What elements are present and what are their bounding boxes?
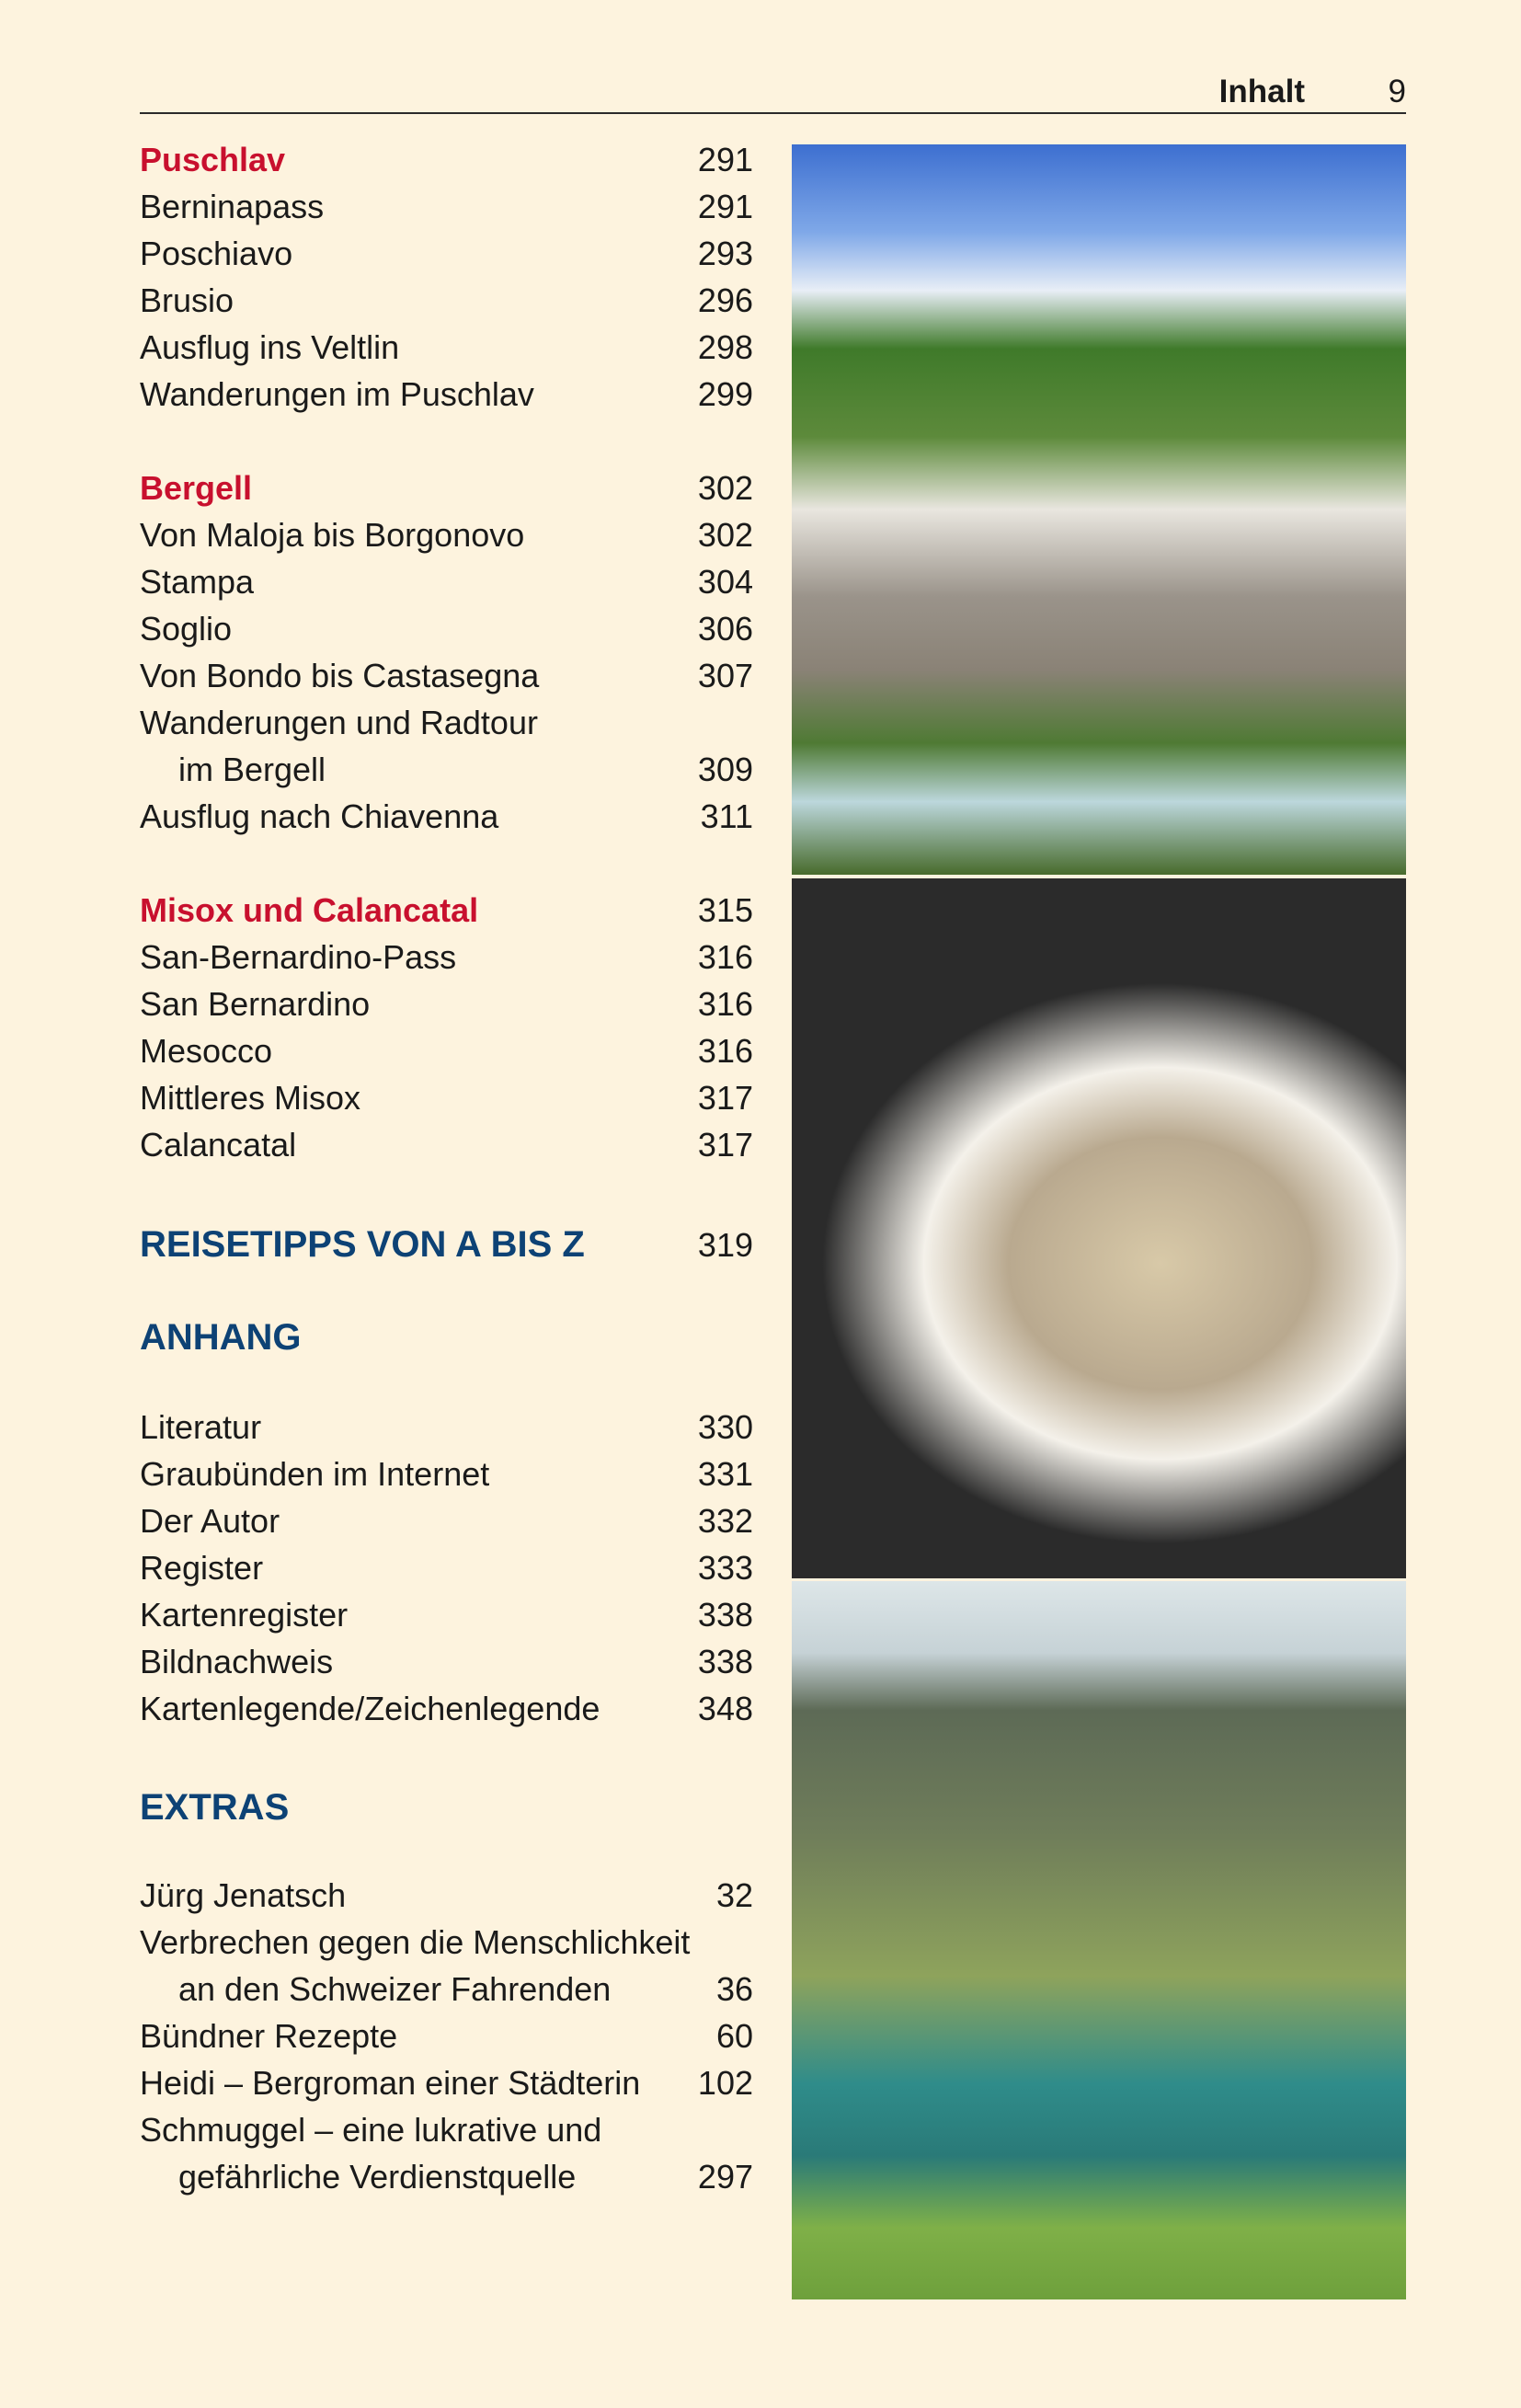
entry-title: ANHANG	[140, 1317, 302, 1358]
section-heading[interactable]	[140, 1221, 753, 1268]
entry-title: Berninapass	[140, 188, 325, 225]
toc-entry[interactable]	[140, 980, 753, 1027]
entry-page: 309	[697, 751, 753, 788]
entry-page: 316	[697, 985, 753, 1023]
entry-title: gefährliche Verdienstquelle	[178, 2158, 577, 2196]
entry-page: 333	[697, 1549, 753, 1587]
entry-page: 319	[697, 1226, 753, 1264]
toc-entry[interactable]	[140, 1919, 753, 1966]
toc-entry[interactable]	[140, 230, 753, 277]
entry-title: Bildnachweis	[140, 1643, 334, 1680]
toc-entry[interactable]	[140, 1872, 753, 1919]
entry-page: 316	[697, 1032, 753, 1070]
toc-entry[interactable]	[140, 652, 753, 699]
entry-title: Mittleres Misox	[140, 1079, 361, 1117]
entry-page: 338	[697, 1643, 753, 1680]
page-number: 9	[1388, 74, 1406, 109]
entry-page: 296	[697, 281, 753, 319]
entry-title: Calancatal	[140, 1126, 297, 1164]
entry-title: Wanderungen im Puschlav	[140, 375, 534, 413]
photo-pizzoccheri-dish	[792, 878, 1406, 1578]
entry-page: 291	[697, 141, 753, 178]
entry-title: Poschiavo	[140, 235, 293, 272]
entry-page: 332	[697, 1502, 753, 1540]
entry-page: 317	[697, 1126, 753, 1164]
toc-entry[interactable]	[140, 1591, 753, 1638]
toc-entry[interactable]	[140, 2012, 753, 2059]
toc-entry[interactable]	[140, 183, 753, 230]
entry-page: 317	[697, 1079, 753, 1117]
entry-title: Jürg Jenatsch	[140, 1876, 347, 1914]
entry-title: Wanderungen und Radtour	[140, 704, 538, 741]
entry-page: 299	[697, 375, 753, 413]
region-heading[interactable]	[140, 887, 753, 934]
toc-entry[interactable]	[140, 1404, 753, 1451]
toc-entry[interactable]	[140, 277, 753, 324]
entry-title: Brusio	[140, 281, 234, 319]
entry-page: 330	[697, 1408, 753, 1446]
header-section-title: Inhalt	[1218, 74, 1305, 109]
entry-title: Register	[140, 1549, 264, 1587]
entry-page: 302	[697, 516, 753, 554]
entry-page: 297	[697, 2158, 753, 2196]
entry-title: Der Autor	[140, 1502, 280, 1540]
toc-entry[interactable]	[140, 1544, 753, 1591]
toc-entry[interactable]	[140, 1121, 753, 1168]
photo-mountain-lake	[792, 1581, 1406, 2299]
toc-entry[interactable]	[140, 1027, 753, 1074]
toc-group	[140, 1784, 753, 1831]
toc-group	[140, 464, 753, 840]
entry-title: San-Bernardino-Pass	[140, 938, 457, 976]
toc-entry[interactable]	[140, 2153, 753, 2200]
toc-entry[interactable]	[140, 1497, 753, 1544]
toc-entry[interactable]	[140, 371, 753, 418]
entry-title: Soglio	[140, 610, 233, 648]
toc-entry[interactable]	[140, 1451, 753, 1497]
entry-page: 306	[697, 610, 753, 648]
toc-entry[interactable]	[140, 2106, 753, 2153]
entry-page: 298	[697, 328, 753, 366]
toc-entry[interactable]	[140, 1685, 753, 1732]
toc-group	[140, 1404, 753, 1732]
entry-page: 60	[715, 2017, 753, 2055]
toc-group	[140, 887, 753, 1168]
region-heading[interactable]	[140, 464, 753, 511]
entry-title: Literatur	[140, 1408, 262, 1446]
entry-title: Stampa	[140, 563, 255, 601]
toc-group	[140, 1221, 753, 1268]
photo-village-stone-bridge	[792, 144, 1406, 875]
toc-entry[interactable]	[140, 558, 753, 605]
entry-page: 338	[697, 1596, 753, 1634]
entry-page: 102	[697, 2064, 753, 2102]
entry-page: 331	[697, 1455, 753, 1493]
entry-page: 316	[697, 938, 753, 976]
toc-entry[interactable]	[140, 1966, 753, 2012]
entry-title: REISETIPPS VON A BIS Z	[140, 1224, 585, 1265]
toc-group	[140, 1872, 753, 2200]
toc-entry[interactable]	[140, 793, 753, 840]
toc-entry[interactable]	[140, 1638, 753, 1685]
toc-group	[140, 1314, 753, 1361]
entry-title: im Bergell	[178, 751, 326, 788]
entry-title: Kartenlegende/Zeichenlegende	[140, 1690, 600, 1727]
entry-title: EXTRAS	[140, 1787, 290, 1828]
toc-entry[interactable]	[140, 1074, 753, 1121]
entry-title: Bündner Rezepte	[140, 2017, 398, 2055]
entry-page: 311	[700, 797, 753, 835]
section-heading[interactable]	[140, 1784, 753, 1831]
toc-entry[interactable]	[140, 324, 753, 371]
entry-title: Kartenregister	[140, 1596, 349, 1634]
toc-group	[140, 136, 753, 418]
entry-title: San Bernardino	[140, 985, 371, 1023]
entry-title: Graubünden im Internet	[140, 1455, 490, 1493]
entry-title: Mesocco	[140, 1032, 273, 1070]
toc-entry[interactable]	[140, 699, 753, 746]
toc-entry[interactable]	[140, 934, 753, 980]
entry-page: 304	[697, 563, 753, 601]
entry-title: Puschlav	[140, 141, 286, 178]
entry-page: 302	[697, 469, 753, 507]
table-of-contents	[140, 136, 753, 2200]
toc-entry[interactable]	[140, 605, 753, 652]
entry-title: Bergell	[140, 469, 253, 507]
region-heading[interactable]	[140, 136, 753, 183]
running-header	[140, 66, 1406, 114]
toc-entry[interactable]	[140, 746, 753, 793]
entry-title: Schmuggel – eine lukrative und	[140, 2111, 602, 2149]
toc-entry[interactable]	[140, 2059, 753, 2106]
entry-title: Von Maloja bis Borgonovo	[140, 516, 525, 554]
entry-page: 293	[697, 235, 753, 272]
entry-page: 348	[697, 1690, 753, 1727]
entry-page: 307	[697, 657, 753, 694]
entry-title: Misox und Calancatal	[140, 891, 479, 929]
entry-page: 291	[697, 188, 753, 225]
entry-title: Verbrechen gegen die Menschlichkeit	[140, 1923, 691, 1961]
section-heading[interactable]	[140, 1314, 753, 1361]
entry-title: Heidi – Bergroman einer Städterin	[140, 2064, 641, 2102]
entry-title: an den Schweizer Fahrenden	[178, 1970, 612, 2008]
entry-page: 32	[715, 1876, 753, 1914]
toc-entry[interactable]	[140, 511, 753, 558]
entry-title: Ausflug ins Veltlin	[140, 328, 400, 366]
entry-page: 315	[697, 891, 753, 929]
entry-page: 36	[715, 1970, 753, 2008]
entry-title: Von Bondo bis Castasegna	[140, 657, 540, 694]
entry-title: Ausflug nach Chiavenna	[140, 797, 499, 835]
